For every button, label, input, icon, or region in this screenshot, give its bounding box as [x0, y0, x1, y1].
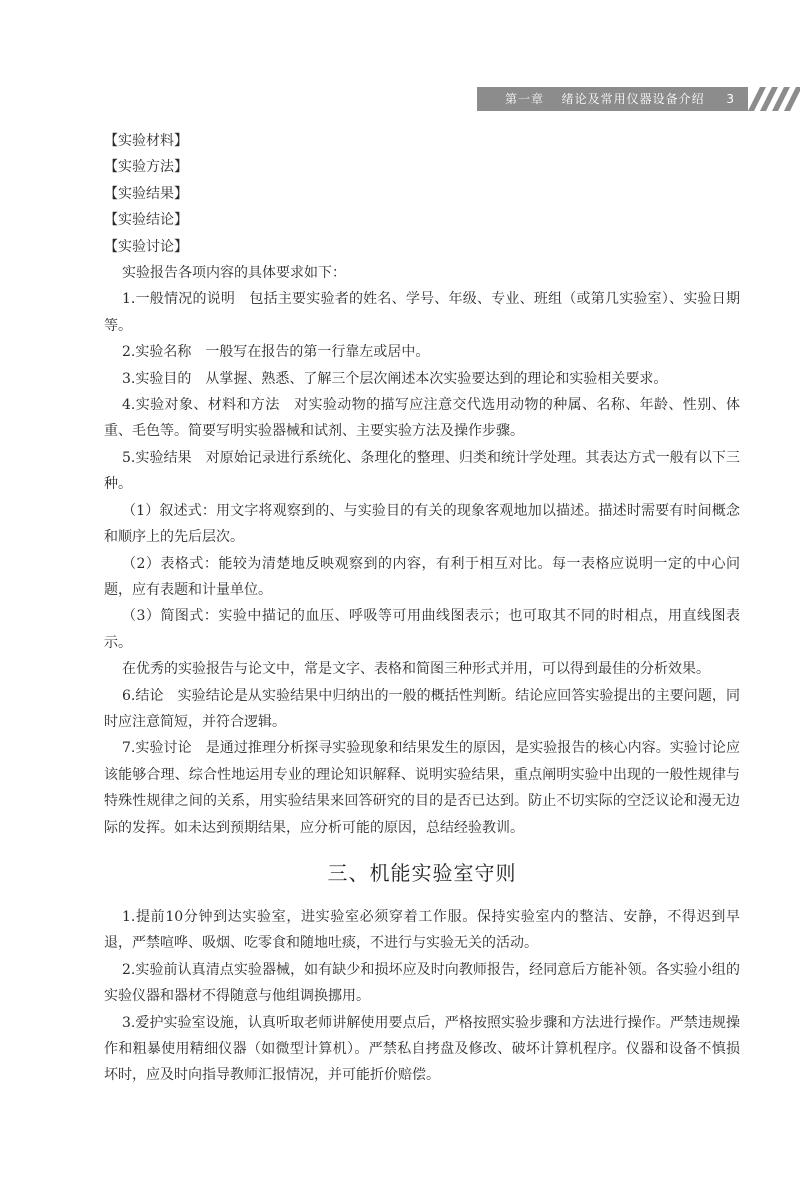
- running-header: [505, 87, 735, 111]
- paragraph-narrative-form: （1）叙述式：用文字将观察到的、与实验目的有关的现象客观地加以描述。描述时需要有时间概念和顺序上的先后层次。: [104, 502, 740, 546]
- rule-item: 3.爱护实验室设施，认真听取老师讲解使用要点后，严格按照实验步骤和方法进行操作。严禁违规操作和粗暴使用精细仪器（如微型计算机）。严禁私自拷盘及修改、破坏计算机程序。仪器和设备不慎损坏时，应及时向指导教师汇报情况，并可能折价赔偿。: [104, 1014, 740, 1084]
- paragraph-diagram-form: （3）简图式：实验中描记的血压、呼吸等可用曲线图表示；也可取其不同的时相点，用直线图表示。: [104, 608, 740, 651]
- paragraph-table-form: （2）表格式：能较为清楚地反映观察到的内容，有利于相互对比。每一表格应说明一定的中心问题，应有表题和计量单位。: [104, 555, 740, 598]
- paragraph-experiment-name: 2.实验名称 一般写在报告的第一行靠左或居中。: [122, 344, 430, 361]
- rule-item: 1.提前10分钟到达实验室，进实验室必须穿着工作服。保持实验室内的整洁、安静，不得迟到早退，严禁喧哗、吸烟、吃零食和随地吐痰，不进行与实验无关的活动。: [104, 908, 740, 952]
- label-results: 【实验结果】: [104, 185, 188, 202]
- paragraph-intro: 实验报告各项内容的具体要求如下：: [122, 265, 346, 282]
- paragraph-combined-forms: 在优秀的实验报告与论文中，常是文字、表格和简图三种形式并用，可以得到最佳的分析效果。: [122, 661, 710, 678]
- paragraph-results: 5.实验结果 对原始记录进行系统化、条理化的整理、归类和统计学处理。其表达方式一般有以下三种。: [104, 449, 740, 493]
- paragraph-experiment-purpose: 3.实验目的 从掌握、熟悉、了解三个层次阐述本次实验要达到的理论和实验相关要求。: [122, 370, 668, 387]
- paragraph-conclusion: 6.结论 实验结论是从实验结果中归纳出的一般的概括性判断。结论应回答实验提出的主要问题，同时应注意简短，并符合逻辑。: [104, 687, 740, 730]
- page-number: 3: [726, 92, 735, 106]
- label-discussion: 【实验讨论】: [104, 238, 188, 255]
- paragraph-general-info: 1.一般情况的说明 包括主要实验者的姓名、学号、年级、专业、班组（或第几实验室）、实验日期等。: [104, 291, 740, 334]
- section-title: 三、机能实验室守则: [327, 860, 517, 885]
- page-body: [104, 128, 740, 1089]
- chapter-label: 第一章: [505, 92, 545, 106]
- rule-item: 2.实验前认真清点实验器械，如有缺少和损坏应及时向教师报告，经同意后方能补领。各实验小组的实验仪器和器材不得随意与他组调换挪用。: [104, 961, 740, 1005]
- label-methods: 【实验方法】: [104, 159, 188, 176]
- label-materials: 【实验材料】: [104, 133, 188, 149]
- chapter-title: 绪论及常用仪器设备介绍: [561, 92, 705, 106]
- label-conclusion: 【实验结论】: [104, 212, 188, 229]
- paragraph-subjects-methods: 4.实验对象、材料和方法 对实验动物的描写应注意交代选用动物的种属、名称、年龄、性别、体重、毛色等。简要写明实验器械和试剂、主要实验方法及操作步骤。: [104, 397, 740, 440]
- paragraph-discussion: 7.实验讨论 是通过推理分析探寻实验现象和结果发生的原因，是实验报告的核心内容。实验讨论应该能够合理、综合性地运用专业的理论知识解释、说明实验结果，重点阐明实验中出现的一般性规律与特殊性规律之间的关系，用实验结果来回答研究的目的是否已达到。防止不切实际的空泛议论和漫无边际的发挥。如未达到预期结果，应分析可能的原因，总结经验教训。: [104, 740, 740, 836]
- header-stripes-decoration: [748, 87, 800, 111]
